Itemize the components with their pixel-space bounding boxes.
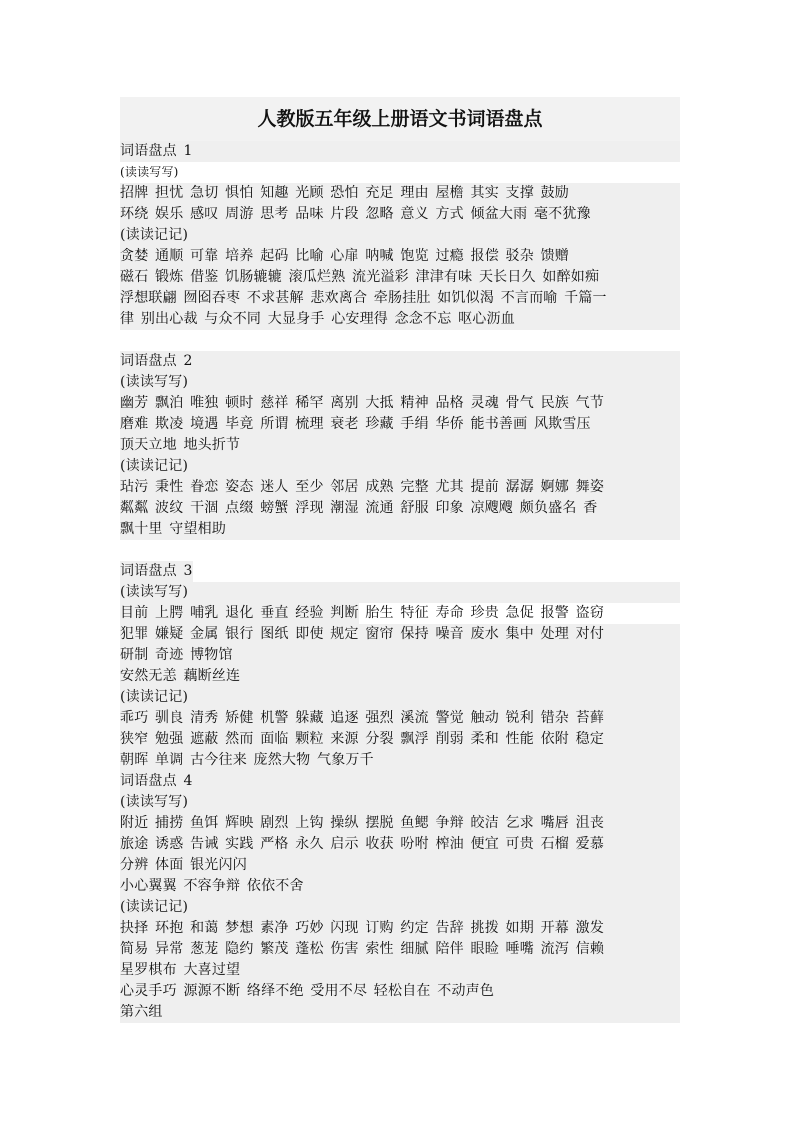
vocabulary-line: 旅途 诱惑 告诫 实践 严格 永久 启示 收获 吩咐 榨油 便宜 可贵 石榴 爱慕 [120, 834, 680, 855]
subsection-label: (读读记记) [120, 225, 680, 246]
vocabulary-line: 犯罪 嫌疑 金属 银行 图纸 即使 规定 窗帘 保持 噪音 废水 集中 处理 对付 [120, 624, 680, 645]
document-page [120, 97, 680, 1023]
subsection-label: (读读记记) [120, 456, 680, 477]
vocabulary-line: 附近 捕捞 鱼饵 辉映 剧烈 上钩 操纵 摆脱 鱼鳃 争辩 皎洁 乞求 嘴唇 沮丧 [120, 813, 680, 834]
section-heading: 词语盘点 1 [120, 141, 680, 162]
vocabulary-line: 律 别出心裁 与众不同 大显身手 心安理得 念念不忘 呕心沥血 [120, 309, 680, 330]
vocabulary-line: 安然无恙 藕断丝连 [120, 666, 680, 687]
subsection-label: (读读写写) [120, 165, 179, 179]
vocabulary-line: 心灵手巧 源源不断 络绎不绝 受用不尽 轻松自在 不动声色 [120, 981, 680, 1002]
vocabulary-line: 贪婪 通顺 可靠 培养 起码 比喻 心扉 呐喊 饱览 过瘾 报偿 驳杂 馈赠 [120, 246, 680, 267]
document-body [120, 141, 680, 1023]
section-heading-text: 词语盘点 3 [120, 561, 193, 582]
vocabulary-line: 飘十里 守望相助 [120, 519, 680, 540]
vocabulary-line: 幽芳 飘泊 唯独 顿时 慈祥 稀罕 离别 大抵 精神 品格 灵魂 骨气 民族 气节 [120, 393, 680, 414]
subsection-label: (读读写写) [120, 372, 680, 393]
blank-line [120, 540, 680, 561]
vocabulary-line-shaded-part: 目前 上腭 哺乳 退化 垂直 经验 判断 [120, 603, 359, 624]
vocabulary-line: 浮想联翩 囫囵吞枣 不求甚解 悲欢离合 牵肠挂肚 如饥似渴 不言而喻 千篇一 [120, 288, 680, 309]
vocabulary-line: 分辨 体面 银光闪闪 [120, 855, 680, 876]
vocabulary-line: 抉择 环抱 和蔼 梦想 素净 巧妙 闪现 订购 约定 告辞 挑拨 如期 开幕 激发 [120, 918, 680, 939]
vocabulary-line-rest: 胎生 特征 寿命 珍贵 急促 报警 盗窃 [358, 605, 605, 621]
section-heading: 词语盘点 2 [120, 351, 680, 372]
section-heading: 第六组 [120, 1002, 680, 1023]
subsection-label: (读读写写) [120, 792, 680, 813]
vocabulary-line: 小心翼翼 不容争辩 依依不舍 [120, 876, 680, 897]
vocabulary-line: 星罗棋布 大喜过望 [120, 960, 680, 981]
document-title: 人教版五年级上册语文书词语盘点 [120, 97, 680, 141]
vocabulary-line: 顶天立地 地头折节 [120, 435, 680, 456]
vocabulary-line [120, 603, 680, 624]
vocabulary-line: 朝晖 单调 古今往来 庞然大物 气象万千 [120, 750, 680, 771]
vocabulary-line: 招牌 担忧 急切 惧怕 知趣 光顾 恐怕 充足 理由 屋檐 其实 支撑 鼓励 [120, 183, 680, 204]
vocabulary-line: 环绕 娱乐 感叹 周游 思考 品味 片段 忽略 意义 方式 倾盆大雨 毫不犹豫 [120, 204, 680, 225]
subsection-label: (读读记记) [120, 687, 680, 708]
vocabulary-line: 磁石 锻炼 借鉴 饥肠辘辘 滚瓜烂熟 流光溢彩 津津有味 天长日久 如醉如痴 [120, 267, 680, 288]
vocabulary-line: 狭窄 勉强 遮蔽 然而 面临 颗粒 来源 分裂 飘浮 削弱 柔和 性能 依附 稳定 [120, 729, 680, 750]
subsection-label: (读读记记) [120, 897, 680, 918]
vocabulary-line: 粼粼 波纹 干涸 点缀 螃蟹 浮现 潮湿 流通 舒服 印象 凉飕飕 颇负盛名 香 [120, 498, 680, 519]
section-heading [120, 561, 680, 582]
vocabulary-line: 研制 奇迹 博物馆 [120, 645, 680, 666]
vocabulary-line: 乖巧 驯良 清秀 矫健 机警 躲藏 追逐 强烈 溪流 警觉 触动 锐利 错杂 苔藓 [120, 708, 680, 729]
subsection-label: (读读写写) [120, 582, 680, 603]
section-heading: 词语盘点 4 [120, 771, 680, 792]
vocabulary-line: 磨难 欺凌 境遇 毕竟 所谓 梳理 衰老 珍藏 手绢 华侨 能书善画 风欺雪压 [120, 414, 680, 435]
vocabulary-line: 玷污 秉性 眷恋 姿态 迷人 至少 邻居 成熟 完整 尤其 提前 潺潺 婀娜 舞姿 [120, 477, 680, 498]
vocabulary-line: 简易 异常 葱茏 隐约 繁茂 蓬松 伤害 索性 细腻 陪伴 眼睑 唾嘴 流泻 信赖 [120, 939, 680, 960]
blank-line [120, 330, 680, 351]
